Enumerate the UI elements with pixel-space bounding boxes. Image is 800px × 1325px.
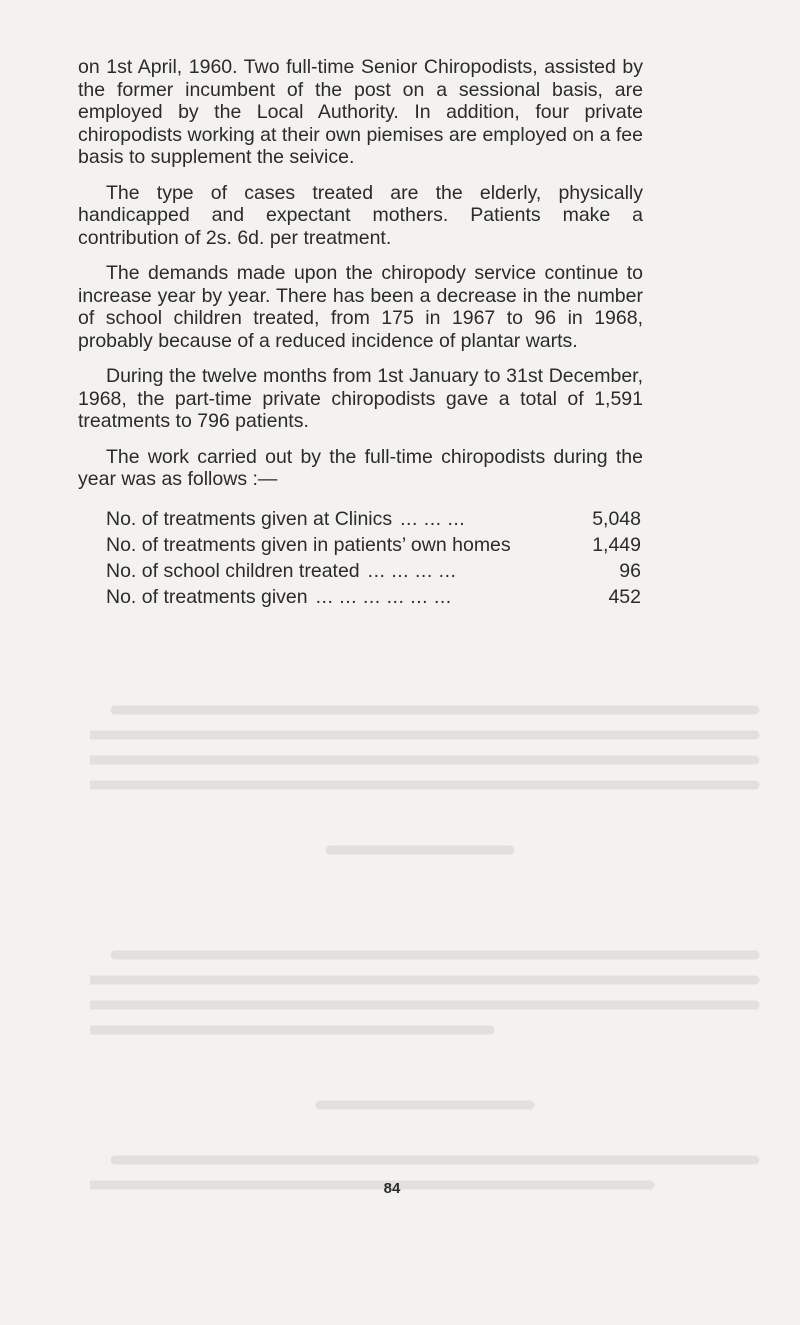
paragraph-text: During the twelve months from 1st January to 31st December, 1968, the part-time private chiropodists gave a total of 1,591 treatments to 796 patients.	[78, 365, 643, 432]
body-text	[78, 56, 643, 612]
treatment-label: No. of treatments given in patients’ own homes	[106, 533, 511, 556]
treatment-value: 5,048	[592, 507, 641, 530]
paragraph-text: The work carried out by the full-time chiropodists during the year was as follows :—	[78, 445, 643, 490]
list-item	[106, 560, 641, 586]
paragraph-staffing	[78, 56, 643, 169]
treatment-label: No. of school children treated	[106, 559, 360, 582]
paragraph-private-treatments	[78, 365, 643, 433]
leader-dots: ... ... ... ...	[367, 559, 457, 582]
treatment-label: No. of treatments given	[106, 585, 308, 608]
treatment-label: No. of treatments given at Clinics	[106, 507, 393, 530]
paragraph-demands	[78, 262, 643, 352]
paragraph-text: The type of cases treated are the elderly, physically handicapped and expectant mothers. Patients make a contribution of 2s. 6d. per treatment.	[78, 181, 643, 249]
paragraph-case-types	[78, 182, 643, 250]
treatment-value: 96	[619, 559, 641, 582]
paragraph-text: The demands made upon the chiropody service continue to increase year by year. There has been a decrease in the number of school children treated, from 175 in 1967 to 96 in 1968, probably because of a reduced incidence of plantar warts.	[78, 262, 643, 352]
leader-dots: ... ... ...	[400, 507, 466, 530]
paragraph-work-intro	[78, 446, 643, 491]
paragraph-text: on 1st April, 1960. Two full-time Senior Chiropodists, assisted by the former incumbent of the post on a sessional basis, are employed by the Local Authority. In addition, four private chiropodists working at their own piemises are employed on a fee basis to supplement the seivice.	[78, 56, 643, 168]
treatment-statistics-list	[78, 508, 641, 612]
show-through-text	[90, 690, 780, 1190]
treatment-value: 452	[608, 585, 641, 608]
list-item	[106, 534, 641, 560]
treatment-value: 1,449	[592, 533, 641, 556]
list-item	[106, 586, 641, 612]
leader-dots: ... ... ... ... ... ...	[315, 585, 452, 608]
list-item	[106, 508, 641, 534]
page-number: 84	[383, 1180, 401, 1197]
